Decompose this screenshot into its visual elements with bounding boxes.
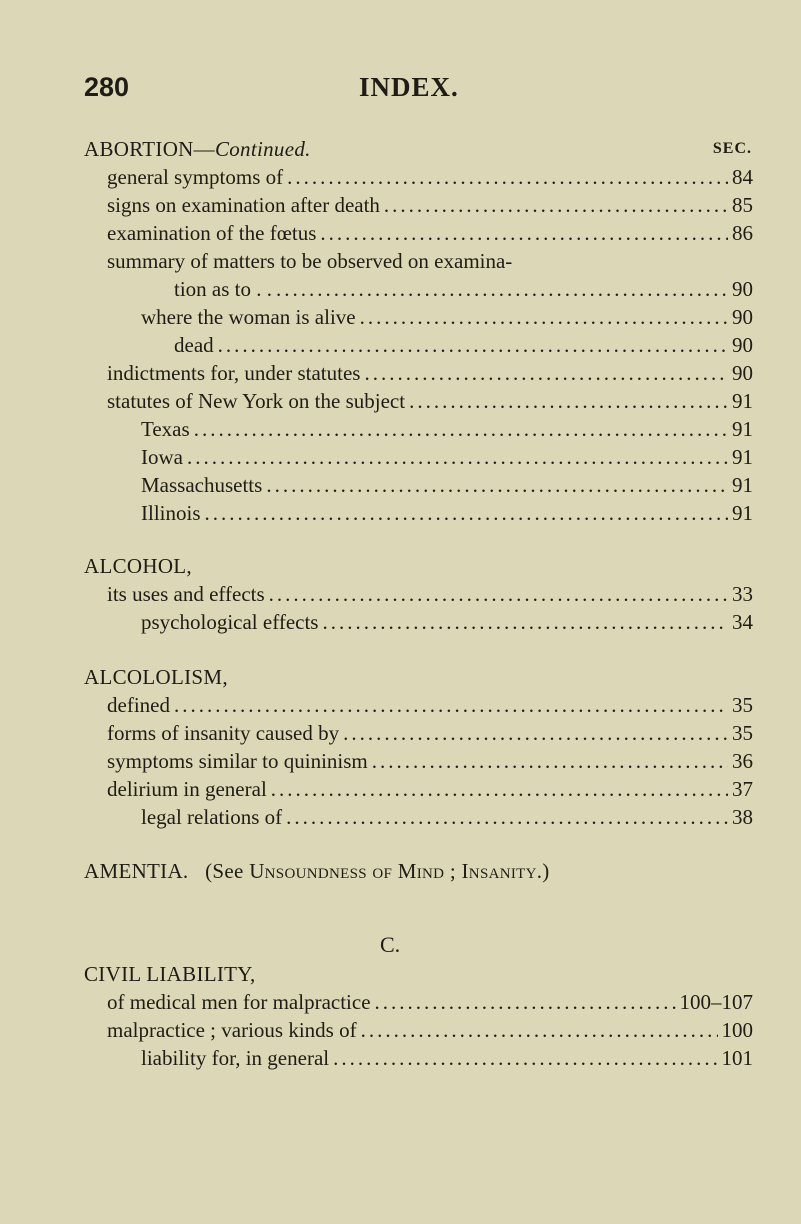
dot-leader [360,303,728,331]
dot-leader [375,988,676,1016]
alcohol-heading: ALCOHOL, [84,554,192,578]
index-entry: general symptoms of ..... 84 [107,163,753,191]
sec-column-label: SEC. [712,140,752,157]
dot-leader [322,608,728,636]
abortion-heading: ABORTION—Continued. [84,137,311,161]
dot-leader [266,471,728,499]
dot-leader [364,359,728,387]
index-entry: of medical men for malpractice ..... 100–107 [107,988,753,1016]
index-entry: tion as to . . ..... 90 [174,275,753,303]
dot-leader [343,719,728,747]
dot-leader [384,191,728,219]
index-entry: delirium in general ..... 37 [107,775,753,803]
running-head: INDEX. [359,72,459,102]
index-entry: Illinois ..... 91 [141,499,753,527]
index-entry: malpractice ; various kinds of ..... 100 [107,1016,753,1044]
index-entry: dead ..... 90 [174,331,753,359]
index-entry: signs on examination after death ..... 85 [107,191,753,219]
dot-leader [218,331,728,359]
dot-leader [409,387,728,415]
index-entry: summary of matters to be observed on examina- [107,249,513,273]
index-entry: statutes of New York on the subject ..... 91 [107,387,753,415]
index-entry: forms of insanity caused by ..... 35 [107,719,753,747]
dot-leader [333,1044,717,1072]
page-header [84,72,741,112]
index-entry: its uses and effects ..... 33 [107,580,753,608]
index-entry: Iowa ..... 91 [141,443,753,471]
dot-leader [174,691,728,719]
dot-leader [372,747,728,775]
index-entry: Massachusetts ..... 91 [141,471,753,499]
dot-leader [287,163,728,191]
index-entry: symptoms similar to quininism ..... 36 [107,747,753,775]
index-entry: where the woman is alive ..... 90 [141,303,753,331]
cross-reference: Unsoundness of Mind [249,859,445,883]
section-letter: C. [380,932,401,957]
civil-liability-heading: CIVIL LIABILITY, [84,962,256,986]
index-entry: examination of the fœtus ..... 86 [107,219,753,247]
index-entry: Texas ..... 91 [141,415,753,443]
index-entry: liability for, in general ..... 101 [141,1044,753,1072]
dot-leader [194,415,728,443]
index-entry: psychological effects ..... 34 [141,608,753,636]
dot-leader [286,803,728,831]
dot-leader [276,275,728,303]
amentia-entry: AMENTIA. (See Unsoundness of Mind ; Insanity.) [84,859,550,883]
index-entry: legal relations of ..... 38 [141,803,753,831]
index-entry: indictments for, under statutes ..... 90 [107,359,753,387]
index-entry: defined ..... 35 [107,691,753,719]
dot-leader [205,499,728,527]
continued-label: Continued. [214,137,311,161]
dot-leader [187,443,728,471]
dot-leader [271,775,728,803]
page-number: 280 [84,72,130,102]
dot-leader [320,219,728,247]
dot-leader [269,580,728,608]
dot-leader [361,1016,718,1044]
cross-reference: Insanity [461,859,537,883]
alcololism-heading: ALCOLOLISM, [84,665,228,689]
